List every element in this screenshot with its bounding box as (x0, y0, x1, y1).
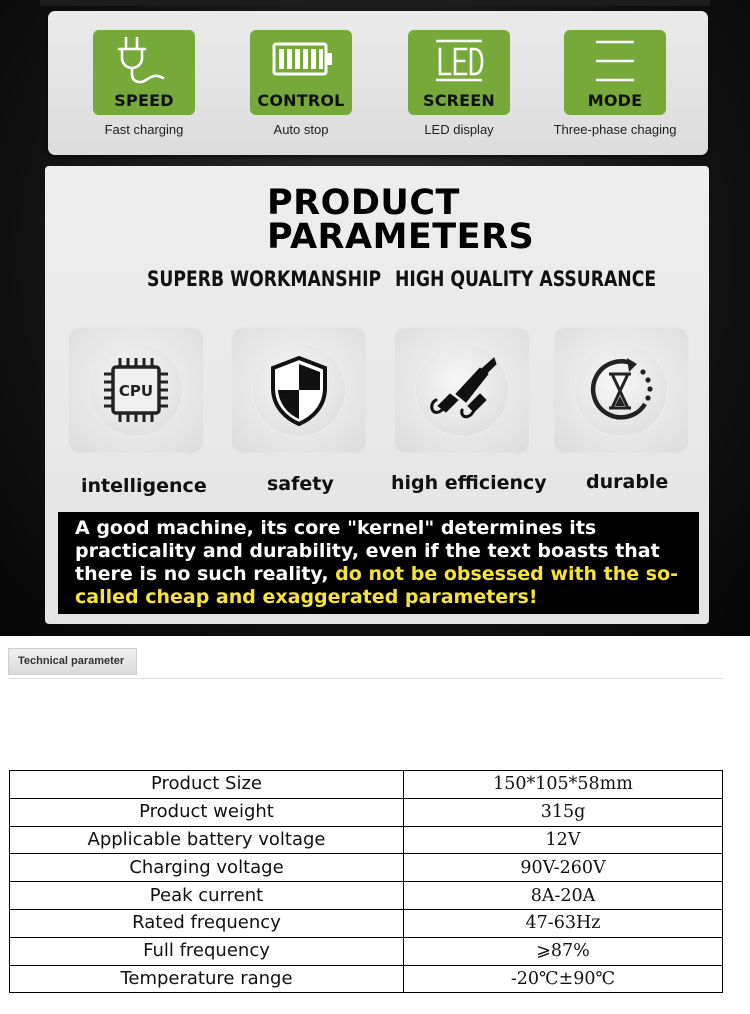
spec-key: Product Size (10, 771, 404, 799)
feature-caption: LED display (424, 122, 494, 137)
feature-tile-screen (408, 30, 510, 115)
feature-tile-mode (564, 30, 666, 115)
feature-label: SCREEN (422, 91, 496, 110)
spec-key: Charging voltage (10, 854, 404, 882)
feature-tile-control (250, 30, 352, 115)
spec-value: -20℃±90℃ (404, 965, 723, 993)
banner-top-strip (40, 0, 710, 6)
spec-value: 8A-20A (404, 882, 723, 910)
notice-box (58, 512, 699, 614)
spec-key: Rated frequency (10, 909, 404, 937)
subtitle-workmanship: SUPERB WORKMANSHIP (147, 267, 382, 291)
cpu-chip-label: CPU (118, 382, 154, 400)
table-row (10, 826, 723, 854)
table-row (10, 854, 723, 882)
spec-value: 12V (404, 826, 723, 854)
table-row (10, 771, 723, 799)
subtitle-quality: HIGH QUALITY ASSURANCE (395, 267, 657, 291)
feature-label: SPEED (114, 91, 174, 110)
badge-high-efficiency (394, 327, 530, 454)
hourglass-icon (575, 344, 667, 436)
feature-screen (384, 30, 534, 137)
spec-table (9, 770, 723, 993)
feature-caption: Fast charging (104, 122, 184, 137)
feature-caption: Auto stop (273, 122, 329, 137)
badge-durable (553, 327, 689, 454)
feature-label: CONTROL (257, 91, 345, 110)
params-title-line2: PARAMETERS (267, 217, 535, 257)
table-row (10, 937, 723, 965)
table-row (10, 965, 723, 993)
spec-key: Applicable battery voltage (10, 826, 404, 854)
battery-icon (250, 34, 352, 88)
cpu-icon (90, 344, 182, 436)
spec-value: 90V-260V (404, 854, 723, 882)
badge-label-intelligence: intelligence (81, 475, 207, 497)
feature-caption: Three-phase chaging (553, 122, 677, 137)
clamp-icon (416, 344, 508, 436)
shield-icon (253, 344, 345, 436)
table-row (10, 882, 723, 910)
badge-circle (416, 344, 508, 436)
product-parameters-card (45, 166, 709, 624)
spec-key: Peak current (10, 882, 404, 910)
badge-safety (231, 327, 367, 454)
feature-speed (69, 30, 219, 137)
spec-value: 150*105*58mm (404, 771, 723, 799)
tab-technical-parameter[interactable]: Technical parameter (8, 648, 137, 675)
params-title-line1: PRODUCT (267, 183, 460, 223)
badge-label-high-efficiency: high efficiency (391, 472, 547, 494)
features-card (48, 11, 708, 155)
feature-tile-speed (93, 30, 195, 115)
notice-white-text: A good machine, its core "kernel" determines its practicality and durability, even if the text boasts that there is no such reality, (75, 517, 660, 585)
feature-control (226, 30, 376, 137)
tab-divider (8, 678, 723, 679)
spec-key: Full frequency (10, 937, 404, 965)
notice-highlight-text: do not be obsessed with the so-called cheap and exaggerated parameters! (75, 563, 679, 608)
badge-circle (90, 344, 182, 436)
badge-label-safety: safety (267, 473, 334, 495)
menu-lines-icon (564, 34, 666, 88)
spec-value: 47-63Hz (404, 909, 723, 937)
table-row (10, 909, 723, 937)
spec-key: Product weight (10, 798, 404, 826)
feature-label: MODE (587, 91, 643, 110)
params-title (267, 183, 535, 257)
plug-icon (93, 34, 195, 88)
spec-value: ⩾87% (404, 937, 723, 965)
badge-intelligence (68, 327, 204, 454)
feature-mode (540, 30, 690, 137)
spec-value: 315g (404, 798, 723, 826)
badge-circle (575, 344, 667, 436)
led-icon (408, 34, 510, 88)
table-row (10, 798, 723, 826)
spec-key: Temperature range (10, 965, 404, 993)
badge-label-durable: durable (586, 471, 669, 493)
badge-circle (253, 344, 345, 436)
